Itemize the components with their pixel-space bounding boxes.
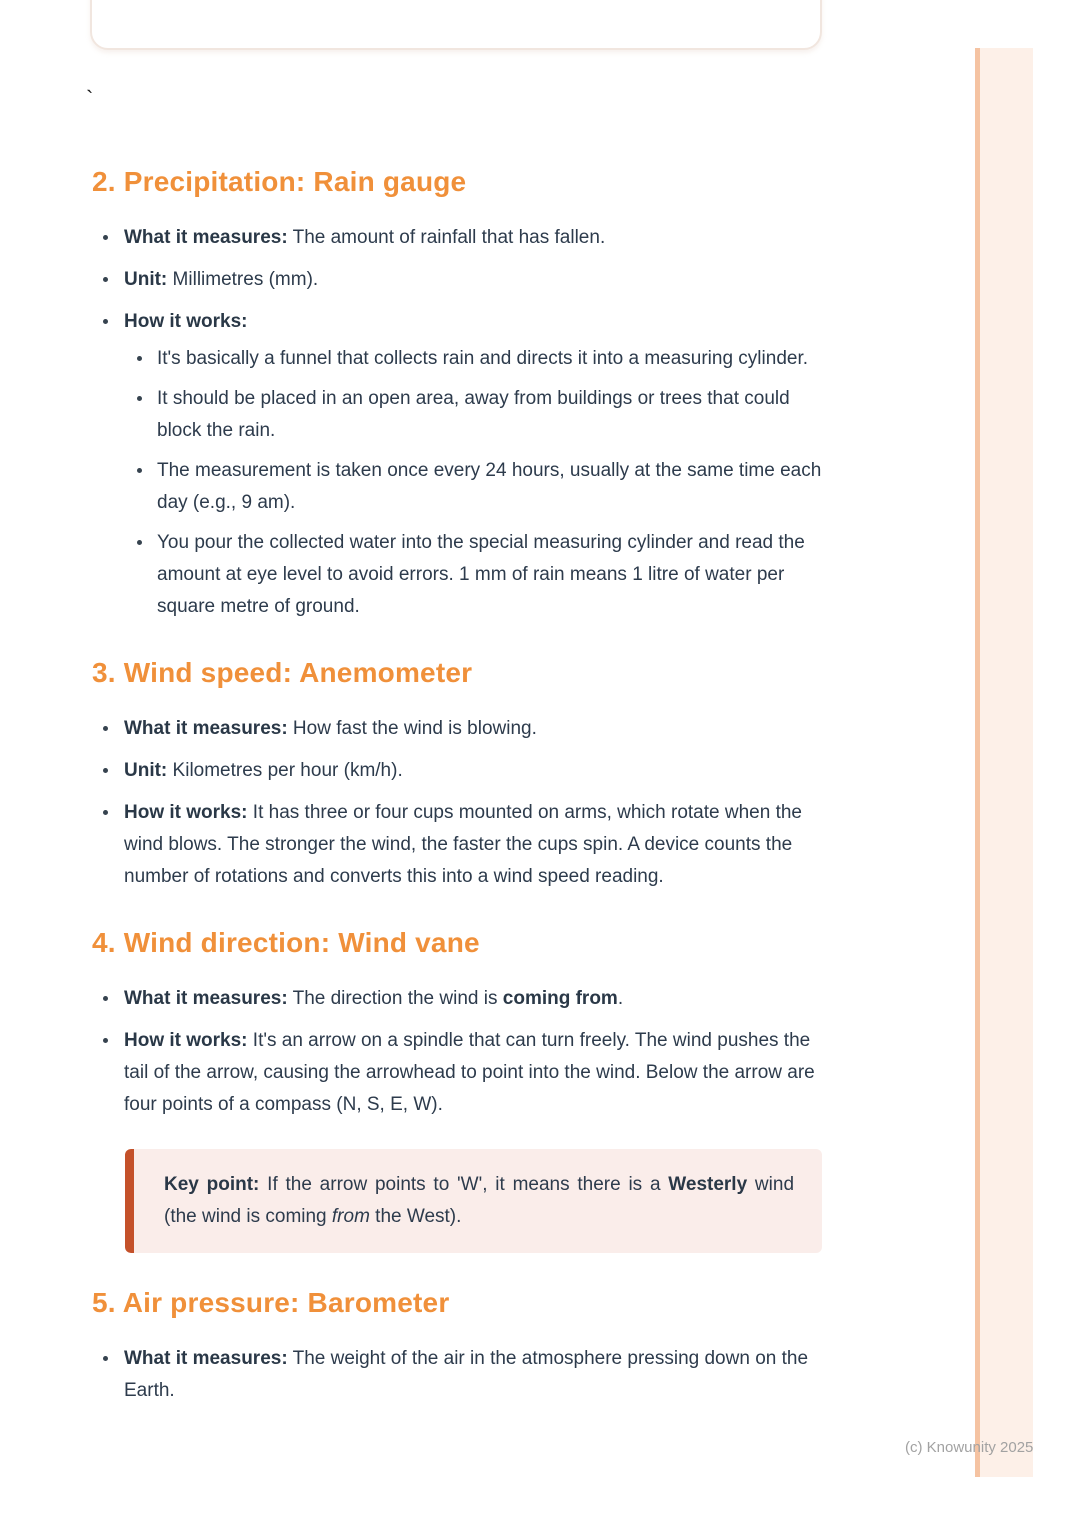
list-item-text [124, 988, 623, 1009]
bullet-list [92, 222, 822, 623]
text-segment: You pour the collected water into the special measuring cylinder and read the amount at eye level to avoid errors. 1 mm of rain means 1 litre of water per square metre of ground. [157, 532, 805, 617]
text-segment: Key point: [164, 1174, 260, 1195]
text-segment: How it works: [124, 802, 248, 823]
text-segment: It's basically a funnel that collects rain and directs it into a measuring cylinder. [157, 348, 809, 369]
text-segment: The measurement is taken once every 24 hours, usually at the same time each day (e.g., 9 am). [157, 460, 822, 513]
bullet-icon [137, 356, 142, 361]
list-item [92, 983, 822, 1015]
document-section [92, 166, 822, 623]
text-segment: Unit: [124, 760, 168, 781]
sub-list-item [125, 455, 822, 519]
text-segment: If the arrow points to 'W', it means there is a [259, 1174, 669, 1195]
bullet-icon [137, 468, 142, 473]
bullet-icon [103, 810, 108, 815]
bullet-icon [103, 1356, 108, 1361]
list-item-text [157, 388, 790, 441]
text-segment: What it measures: [124, 988, 288, 1009]
document-section [92, 927, 822, 1253]
bullet-list [92, 713, 822, 893]
list-item [92, 755, 822, 787]
document-section [92, 657, 822, 893]
text-segment: It should be placed in an open area, away from buildings or trees that could block the rain. [157, 388, 790, 441]
text-segment: How fast the wind is blowing. [287, 718, 537, 739]
list-item [92, 1025, 822, 1121]
sub-bullet-list [124, 343, 822, 623]
list-item-text [124, 718, 537, 739]
bullet-icon [103, 996, 108, 1001]
sub-list-item [125, 527, 822, 623]
list-item [92, 222, 822, 254]
stray-backtick-character: ` [86, 86, 94, 111]
bullet-icon [103, 726, 108, 731]
list-item-text [157, 460, 821, 513]
list-item-text [124, 760, 403, 781]
text-segment: Unit: [124, 269, 168, 290]
text-segment: . [617, 988, 624, 1009]
text-segment: Westerly [668, 1174, 748, 1195]
list-item-text [124, 269, 318, 290]
list-item-text [157, 348, 808, 369]
document-content [92, 0, 822, 1417]
list-item [92, 797, 822, 893]
list-item-text [124, 1030, 815, 1115]
section-heading: 3. Wind speed: Anemometer [92, 657, 473, 688]
text-segment: from [331, 1206, 370, 1227]
bullet-list [92, 1343, 822, 1407]
list-item-text [157, 532, 805, 617]
list-item-text [124, 227, 605, 248]
list-item-text [124, 1348, 808, 1401]
key-point-callout [125, 1149, 822, 1253]
text-segment: The amount of rainfall that has fallen. [287, 227, 606, 248]
bullet-icon [103, 768, 108, 773]
text-segment: It's an arrow on a spindle that can turn freely. The wind pushes the tail of the arrow, causing the arrowhead to point into the wind. Below the arrow are four points of a compass (N, S, E, W). [124, 1030, 815, 1115]
text-segment: It has three or four cups mounted on arms, which rotate when the wind blows. The stronger the wind, the faster the cups spin. A device counts the number of rotations and converts this into a wind speed reading. [124, 802, 802, 887]
section-heading: 2. Precipitation: Rain gauge [92, 166, 467, 197]
sub-list-item [125, 343, 822, 375]
text-segment: What it measures: [124, 718, 288, 739]
list-item [92, 713, 822, 745]
bullet-icon [137, 540, 142, 545]
document-section [92, 1287, 822, 1407]
text-segment: The direction the wind is [287, 988, 503, 1009]
document-sections [92, 166, 822, 1407]
text-segment: the West). [369, 1206, 462, 1227]
right-page-margin-strip [975, 48, 1033, 1477]
text-segment: Kilometres per hour (km/h). [167, 760, 403, 781]
text-segment: coming from [502, 988, 618, 1009]
text-segment: What it measures: [124, 227, 288, 248]
bullet-list [92, 983, 822, 1121]
text-segment: What it measures: [124, 1348, 288, 1369]
bullet-icon [103, 1038, 108, 1043]
list-item-text [124, 802, 802, 887]
text-segment: Millimetres (mm). [167, 269, 319, 290]
bullet-icon [103, 235, 108, 240]
list-item [92, 264, 822, 296]
text-segment: How it works: [124, 311, 248, 332]
section-heading: 5. Air pressure: Barometer [92, 1287, 450, 1318]
bullet-icon [103, 319, 108, 324]
bullet-icon [137, 396, 142, 401]
text-segment: How it works: [124, 1030, 248, 1051]
bullet-icon [103, 277, 108, 282]
list-item-text [124, 311, 248, 332]
text-segment: The weight of the air in the atmosphere pressing down on the Earth. [124, 1348, 809, 1401]
sub-list-item [125, 383, 822, 447]
watermark: (c) Knowunity 2025 [905, 1439, 1034, 1456]
text-segment: wind (the wind is coming [164, 1174, 795, 1227]
section-heading: 4. Wind direction: Wind vane [92, 927, 480, 958]
list-item [92, 1343, 822, 1407]
list-item [92, 306, 822, 623]
